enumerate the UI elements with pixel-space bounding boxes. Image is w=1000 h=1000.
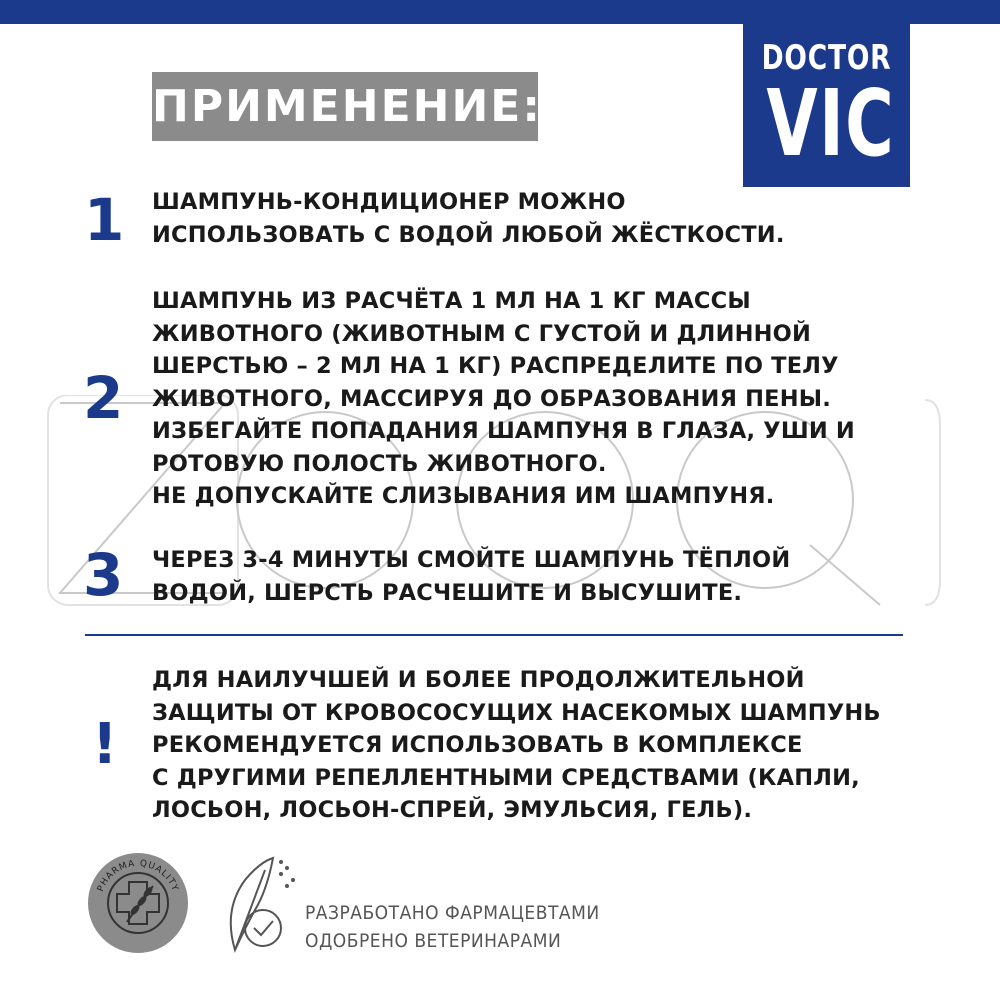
footer-line2: ОДОБРЕНО ВЕТЕРИНАРАМИ [305, 930, 562, 952]
pharma-quality-label: PHARMA QUALITY [96, 858, 180, 894]
brand-line1: DOCTOR [761, 38, 892, 78]
step-3-number: 3 [83, 541, 124, 609]
feather-check-icon [215, 850, 300, 960]
step-2-number: 2 [83, 364, 124, 432]
note-text: ДЛЯ НАИЛУЧШЕЙ И БОЛЕЕ ПРОДОЛЖИТЕЛЬНОЙ ЗАЩИТЫ ОТ КРОВОСОСУЩИХ НАСЕКОМЫХ ШАМПУНЬ РЕКОМЕНДУЕТСЯ ИСПОЛЬЗОВАТЬ В КОМПЛЕКСЕ С ДРУГИМИ РЕПЕЛЛЕНТНЫМИ СРЕДСТВАМИ (КАПЛИ, ЛОСЬОН, ЛОСЬОН-СПРЕЙ, ЭМУЛЬСИЯ, ГЕЛЬ). [152, 667, 881, 823]
footer-line1: РАЗРАБОТАНО ФАРМАЦЕВТАМИ [305, 902, 600, 924]
note-exclamation-mark: ! [92, 712, 118, 777]
section-divider [85, 634, 903, 636]
brand-line2: VIC [766, 70, 896, 177]
pharma-quality-cross-icon [87, 852, 189, 954]
step-1-number: 1 [84, 186, 125, 254]
step-2-text: ШАМПУНЬ ИЗ РАСЧЁТА 1 МЛ НА 1 КГ МАССЫ ЖИВОТНОГО (ЖИВОТНЫМ С ГУСТОЙ И ДЛИННОЙ ШЕРСТЬЮ – 2 МЛ НА 1 КГ) РАСПРЕДЕЛИТЕ ПО ТЕЛУ ЖИВОТНОГО, МАССИРУЯ ДО ОБРАЗОВАНИЯ ПЕНЫ. ИЗБЕГАЙТЕ ПОПАДАНИЯ ШАМПУНЯ В ГЛАЗА, УШИ И РОТОВУЮ ПОЛОСТЬ ЖИВОТНОГО. НЕ ДОПУСКАЙТЕ СЛИЗЫВАНИЯ ИМ ШАМПУНЯ. [152, 288, 855, 509]
top-bar [0, 0, 1000, 24]
step-3-text: ЧЕРЕЗ 3-4 МИНУТЫ СМОЙТЕ ШАМПУНЬ ТЁПЛОЙ ВОДОЙ, ШЕРСТЬ РАСЧЕШИТЕ И ВЫСУШИТЕ. [152, 547, 791, 606]
page-title: ПРИМЕНЕНИЕ: [152, 72, 538, 141]
step-1-text: ШАМПУНЬ-КОНДИЦИОНЕР МОЖНО ИСПОЛЬЗОВАТЬ С ВОДОЙ ЛЮБОЙ ЖЁСТКОСТИ. [152, 189, 785, 248]
brand-logo [743, 24, 910, 187]
